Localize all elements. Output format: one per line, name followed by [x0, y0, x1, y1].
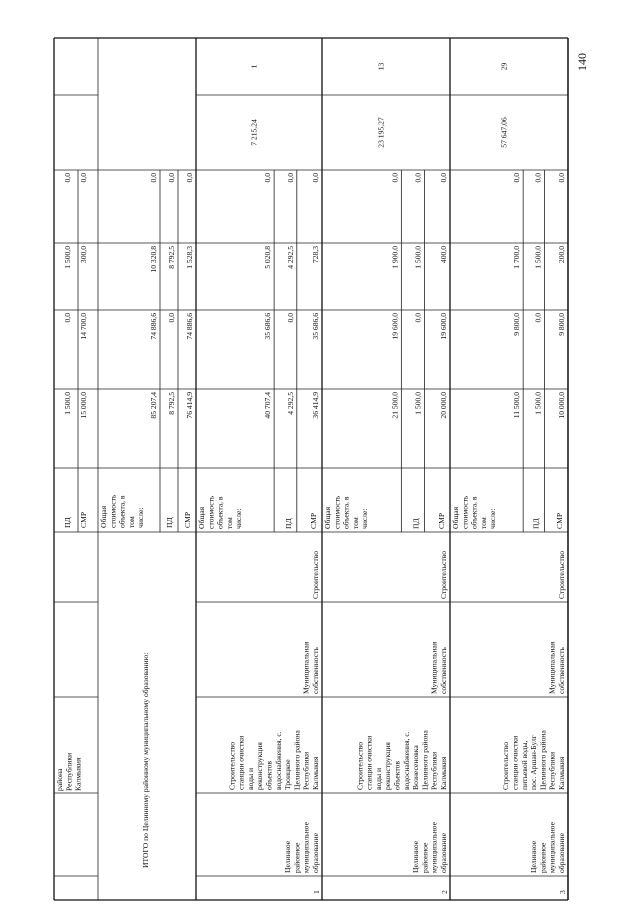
entry-municipality-line: образование [557, 833, 566, 873]
entry-last-column [249, 64, 258, 68]
entry-object-line: Калмыкия [439, 756, 448, 790]
partial-row-v2: 300,0 [79, 246, 88, 264]
entry-row-type-line: объекта, в [215, 496, 225, 529]
entry-object-line: Республики [429, 751, 439, 790]
itogo-row-v2: 10 320,8 [149, 246, 158, 273]
entry-ownership [302, 641, 320, 694]
entry-row-v3: 0,0 [390, 173, 400, 183]
entry-municipality-line: районное [538, 842, 548, 873]
itogo-row-type-line: объекта, в [117, 495, 127, 528]
entry-row-v1: 19 600,0 [439, 313, 448, 340]
itogo-label-line: ИТОГО по Целинному районному муниципальному образованию: [141, 652, 150, 868]
itogo-row-type-line: СМР [183, 511, 192, 528]
entry-number-line: 1 [312, 890, 321, 894]
entry-row-type [555, 513, 564, 529]
entry-row-type-line: числе: [488, 508, 498, 529]
page-number: 140 [575, 53, 589, 71]
entry-row-v3: 0,0 [263, 173, 273, 183]
itogo-row-type [99, 494, 145, 528]
partial-row-type [63, 517, 72, 528]
entry-row-v3: 0,0 [557, 173, 566, 183]
entry-number-line: 3 [558, 890, 567, 894]
entry-row-v1: 9 800,0 [557, 313, 566, 336]
header-region-cell-line: Республики [64, 752, 74, 791]
entry-object-line: Калмыкия [311, 756, 320, 790]
entry-row-type-line: ПД [283, 518, 293, 529]
itogo-row-v3: 0,0 [167, 173, 176, 183]
entry-row-v3: 0,0 [512, 173, 522, 183]
entry-object-line: Целинного района [420, 730, 430, 790]
entry-municipality-line: муниципальное [547, 822, 557, 873]
entry-municipality [411, 821, 448, 873]
partial-row-type [79, 512, 88, 528]
entry-number [312, 890, 321, 894]
entry-municipality-line: Целинное [411, 840, 421, 873]
entry-row-type-line: ПД [411, 518, 421, 529]
entry-row-type [411, 518, 420, 529]
entry-object-line: водоснабжения, с. [401, 731, 411, 790]
itogo-row-type-line: ПД [165, 517, 174, 528]
entry-row-type-line: Общая [323, 506, 332, 529]
entry-row-v1: 19 600,0 [390, 313, 400, 340]
entry-row-type [323, 495, 369, 529]
header-region-cell-line: Калмыкия [73, 757, 83, 791]
itogo-row-total: 8 792,5 [167, 392, 176, 415]
itogo-row-v3: 0,0 [185, 173, 194, 183]
entry-municipality-line: Целинное [283, 840, 293, 873]
entry-row-type [437, 513, 446, 529]
entry-row-total: 21 500,0 [390, 392, 400, 419]
itogo-row-type-line: числе: [136, 507, 146, 528]
entry-row-total: 1 500,0 [533, 392, 543, 415]
itogo-row-type-line: стоимость [108, 494, 118, 528]
entry-row-type-line: СМР [437, 512, 446, 529]
entry-object-line: станции очистки [236, 735, 246, 790]
entry-object-line: питьевой воды, [519, 740, 529, 790]
entry-row-v2: 1 500,0 [413, 246, 423, 269]
itogo-row-type [183, 512, 192, 528]
entry-ownership-line: Муниципальная [547, 641, 557, 694]
entry-row-type-line: том [478, 517, 488, 529]
entry-municipality-line: районное [292, 842, 302, 873]
entry-object-line: объектов [392, 761, 402, 790]
entry-ownership [430, 641, 448, 694]
entry-row-type-line: числе: [234, 508, 244, 529]
entry-object-line: Строительство [355, 742, 365, 790]
entry-row-total: 10 000,0 [557, 392, 566, 419]
entry-row-v2: 728,3 [311, 246, 320, 264]
header-region-cell-line: района [55, 768, 64, 791]
entry-row-type-line: СМР [555, 512, 564, 529]
entry-row-total: 4 292,5 [285, 392, 295, 415]
entry-row-type-line: стоимость [206, 495, 216, 529]
entry-last-column-line: 1 [249, 64, 259, 69]
itogo-row-type-line: том [126, 516, 136, 528]
entry-ownership-line: собственность [311, 647, 320, 694]
entry-object-line: Целинного района [538, 730, 548, 790]
entry-last-column-line: 13 [376, 62, 386, 71]
partial-row-v2: 1 500,0 [63, 246, 72, 269]
itogo-row-v3: 0,0 [149, 173, 158, 183]
entry-object-line: пос. Аршан-Булг [529, 735, 539, 790]
entry-ownership-line: собственность [557, 647, 566, 694]
entry-object-line: Строительство [501, 742, 511, 790]
entry-row-total: 11 500,0 [512, 392, 522, 419]
entry-cost-line: 23 195,27 [376, 117, 386, 148]
entry-row-v2: 1 500,0 [533, 246, 543, 269]
entry-row-type-line: ПД [531, 518, 541, 529]
itogo-row-v1: 74 886,6 [149, 313, 158, 340]
entry-object [227, 730, 320, 790]
entry-row-type-line: том [350, 517, 360, 529]
entry-row-v2: 1 900,0 [390, 246, 400, 269]
itogo-row-v1: 0,0 [167, 313, 176, 323]
entry-ownership [548, 641, 566, 694]
itogo-row-type [165, 517, 174, 528]
entry-row-type [451, 495, 497, 529]
entry-row-v1: 0,0 [285, 313, 295, 323]
partial-row-type-line: ПД [63, 517, 72, 528]
entry-work-type-line: Строительство [311, 551, 320, 599]
entry-row-total: 1 500,0 [413, 392, 423, 415]
entry-row-v2: 4 292,5 [285, 246, 295, 269]
header-region-cell [55, 753, 83, 791]
entry-municipality-line: Целинное [529, 840, 539, 873]
entry-municipality [529, 821, 566, 873]
itogo-row-total: 85 207,4 [149, 392, 158, 419]
entry-object-line: Республики [301, 751, 311, 790]
partial-row-v1: 0,0 [63, 313, 72, 323]
entry-row-type [197, 495, 243, 529]
partial-row-total: 15 000,0 [79, 392, 88, 419]
entry-object-line: Строительство [227, 742, 237, 790]
entry-object-line: Троицкое [283, 759, 293, 790]
entry-work-type-line: Строительство [439, 551, 448, 599]
partial-row-v1: 14 700,0 [79, 313, 88, 340]
entry-object-line: станции очистки [510, 735, 520, 790]
entry-object-line: Калмыкия [557, 756, 566, 790]
entry-cost [249, 119, 258, 146]
entry-object-line: воды и [373, 767, 383, 790]
entry-object-line: реконструкция [255, 742, 265, 790]
entry-row-v3: 0,0 [439, 173, 448, 183]
entry-row-v1: 0,0 [533, 313, 543, 323]
entry-row-v2: 5 020,8 [263, 246, 273, 269]
entry-row-v1: 35 686,6 [263, 313, 273, 340]
entry-object [355, 730, 448, 790]
entry-row-type-line: числе: [360, 508, 370, 529]
entry-municipality-line: муниципальное [429, 822, 439, 873]
entry-work-type-line: Строительство [557, 551, 566, 599]
entry-number-line: 2 [440, 890, 449, 894]
entry-object-line: водоснабжения, с. [273, 731, 283, 790]
entry-object-line: воды и [245, 767, 255, 790]
entry-object-line: реконструкция [383, 742, 393, 790]
entry-cost [376, 117, 385, 148]
entry-last-column-line: 29 [499, 62, 509, 71]
itogo-row-total: 76 414,9 [185, 392, 194, 419]
entry-row-v3: 0,0 [285, 173, 295, 183]
itogo-row-v1: 74 886,6 [185, 313, 194, 340]
entry-row-type [531, 518, 540, 529]
entry-row-v1: 35 686,6 [311, 313, 320, 340]
entry-object [501, 730, 566, 790]
entry-row-type [284, 518, 293, 529]
entry-municipality-line: образование [311, 833, 320, 873]
partial-row-v3: 0,0 [79, 173, 88, 183]
entry-row-type-line: СМР [309, 512, 318, 529]
entry-ownership-line: собственность [439, 647, 448, 694]
partial-row-v3: 0,0 [63, 173, 72, 183]
entry-row-v3: 0,0 [413, 173, 423, 183]
itogo-label [141, 653, 150, 868]
partial-row-total: 1 500,0 [63, 392, 72, 415]
itogo-row-v2: 1 528,3 [185, 246, 194, 269]
entry-row-v3: 0,0 [533, 173, 543, 183]
entry-ownership-line: Муниципальная [301, 641, 311, 694]
entry-row-type [309, 513, 318, 529]
entry-row-type-line: том [224, 517, 234, 529]
entry-row-v2: 400,0 [439, 246, 448, 264]
entry-municipality-line: муниципальное [301, 822, 311, 873]
itogo-row-v2: 8 792,5 [167, 246, 176, 269]
entry-municipality-line: районное [420, 842, 430, 873]
entry-row-v1: 9 800,0 [512, 313, 522, 336]
entry-ownership-line: Муниципальная [429, 641, 439, 694]
entry-row-total: 40 707,4 [263, 392, 273, 419]
entry-work-type [439, 551, 448, 599]
entry-row-total: 36 414,9 [311, 392, 320, 419]
entry-last-column [500, 63, 509, 71]
entry-number [440, 890, 449, 894]
entry-work-type [557, 551, 566, 599]
itogo-row-type-line: Общая [99, 505, 108, 528]
entry-municipality-line: образование [439, 833, 448, 873]
entry-row-type-line: Общая [451, 506, 460, 529]
entry-row-v2: 1 700,0 [512, 246, 522, 269]
entry-row-v3: 0,0 [311, 173, 320, 183]
entry-object-line: объектов [264, 761, 274, 790]
entry-row-v2: 200,0 [557, 246, 566, 264]
entry-number [558, 890, 567, 894]
entry-object-line: Целинного района [292, 730, 302, 790]
entry-row-type-line: объекта, в [469, 496, 479, 529]
entry-last-column [376, 63, 385, 71]
entry-municipality [283, 821, 320, 873]
entry-row-type-line: Общая [197, 506, 206, 529]
entry-object-line: станции очистки [364, 735, 374, 790]
entry-row-v1: 0,0 [413, 313, 423, 323]
entry-row-type-line: стоимость [460, 495, 470, 529]
entry-row-total: 20 000,0 [439, 392, 448, 419]
partial-row-type-line: СМР [79, 511, 88, 528]
entry-row-type-line: стоимость [332, 495, 342, 529]
entry-cost-line: 7 215,24 [249, 119, 259, 146]
entry-cost-line: 57 647,06 [499, 117, 509, 148]
entry-row-type-line: объекта, в [341, 496, 351, 529]
data-table [54, 38, 568, 900]
entry-object-line: Вознесеновка [411, 745, 421, 790]
entry-cost [500, 117, 509, 148]
entry-object-line: Республики [547, 751, 557, 790]
entry-work-type [311, 551, 320, 599]
